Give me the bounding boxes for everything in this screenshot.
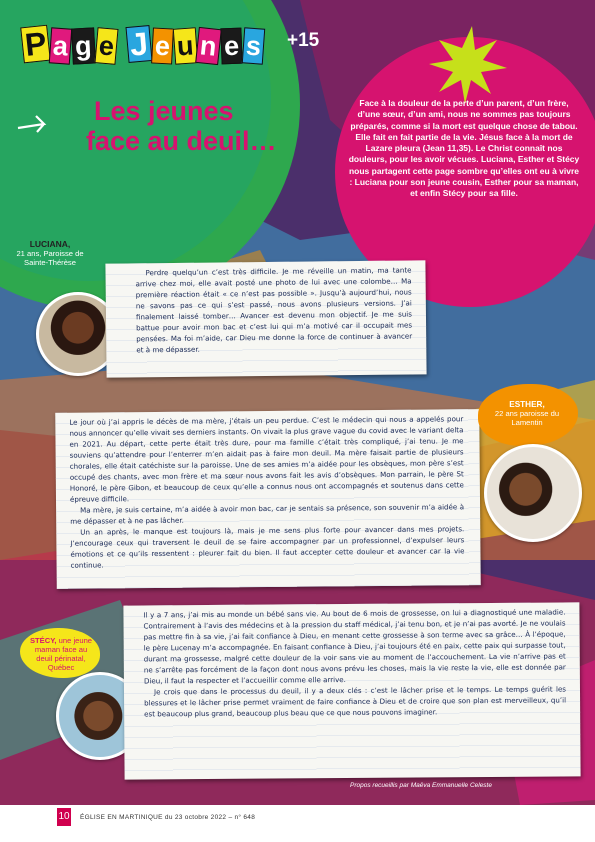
title-letter-tile: g: [71, 27, 95, 64]
title-letter-tile: n: [195, 27, 221, 65]
luciana-note: [105, 260, 426, 377]
esther-photo: [484, 444, 582, 542]
footer-text: ÉGLISE EN MARTINIQUE du 23 octobre 2022 – n° 648: [80, 814, 256, 821]
title-letter-tile: e: [151, 27, 174, 64]
esther-paragraph-3: Un an après, le manque est toujours là, mais je me sens plus forte pour avancer dans mes projets. J’encourage ceux qui traversent le deuil de se faire accompagner par un professionnel, d’expulser leurs émotions et ce qu’ils ressentent : pleurer fait du bien. Il faut accepter cette douleur et avancer car la vie continue.: [70, 524, 465, 570]
stecy-note: [123, 602, 580, 779]
esther-note: [55, 409, 481, 589]
title-letter-tile: e: [220, 28, 242, 65]
title-line-2: face au deuil…: [86, 126, 277, 156]
luciana-text: Perdre quelqu’un c’est très difficile. Je me réveille un matin, ma tante arrive chez moi, elle avait posté une photo de lui avec une colombe… Ma première réaction était « ce n’est pas possible ». Jusqu’à aujourd’hui, nous ne savons pas ce qui s’est passé, nous avons plusieurs versions. J’ai finalement laissé tomber… Avancer est devenu mon objectif. Je me suis battue pour avoir mon bac et c’est lui qui m’a motivé car il occupait mes pensées. Ma foi m’aide, car Dieu me donne la force de continuer à avancer et à me dépasser.: [135, 265, 413, 355]
title-letter-tile: J: [125, 25, 152, 63]
esther-name: ESTHER,: [509, 400, 545, 409]
stecy-name: STÉCY,: [29, 636, 57, 645]
title-letter-tile: a: [49, 27, 72, 64]
intro-text: Face à la douleur de la perte d’un parent, d’un frère, d’une sœur, d’un ami, nous ne sommes pas toujours préparés, comme si la mort est quelque chose de tabou. Elle fait en fait partie de la vie. Jésus face à la mort de Lazare pleura (Jean 11,35). Le Christ connaît nos douleurs, pour les avoir vécues. Luciana, Esther et Stécy nous partagent cette page sombre qu’elles ont eu à vivre : Luciana pour son jeune cousin, Esther pour sa maman, et enfin Stécy pour sa fille.: [348, 98, 580, 199]
title-letter-tile: s: [242, 27, 265, 64]
luciana-info: 21 ans, Paroisse de Sainte-Thérèse: [16, 249, 84, 267]
age-badge: +15: [287, 30, 320, 51]
title-letter-tile: e: [94, 27, 118, 65]
luciana-label: [16, 240, 84, 267]
stecy-info: une jeune maman face au deuil périnatal, Québec: [34, 636, 93, 672]
page-number: 10: [57, 808, 71, 826]
section-title: [22, 26, 265, 64]
title-line-1: Les jeunes: [94, 96, 234, 126]
stecy-label: [26, 636, 96, 672]
article-title: [86, 96, 277, 156]
interview-credit: Propos recueillis par Maëva Emmanuelle Celeste: [350, 782, 492, 789]
title-letter-tile: P: [20, 25, 51, 64]
luciana-name: LUCIANA,: [29, 239, 71, 249]
title-letter-tile: u: [173, 27, 198, 64]
esther-label: [482, 400, 572, 427]
esther-paragraph-1: Le jour où j’ai appris le décès de ma mère, j’étais un peu perdue. C’est le médecin qui nous a appelés pour nous annoncer qu’elle vivait ses derniers instants. On vivait la plus grave vague du covid avec le variant delta en 2021. Au départ, cette perte était très dure, pour ma famille c’était très compliqué, j’ai tenu. Je me souviens qu’attendre pour l’enterrer m’en aidait pas à faire mon deuil. Ma mère faisait partie de plusieurs chorales, elle était catéchiste sur la paroisse. Une de ses amies m’a aidée pour les obsèques, mon père s’est occupé des chants, avec mon frère et ma sœur nous avons fait les avis d’obsèques. Mon parrain, le père St Honoré, le père Gibon, et beaucoup de ceux qu’elle a connus nous ont accompagnés et soutenus dans cette épreuve difficile.: [69, 414, 464, 504]
stecy-paragraph-2: Je crois que dans le processus du deuil, il y a deux clés : c’est le lâcher prise et le temps. Le temps guérit les blessures et le lâcher prise permet vraiment de faire confiance à Dieu et de croire que son plan est merveilleux, qu’il est beaucoup plus grand, beaucoup plus beau que ce que nous pouvons imaginer.: [144, 684, 567, 719]
stecy-paragraph-1: Il y a 7 ans, j’ai mis au monde un bébé sans vie. Au bout de 6 mois de grossesse, on lui a diagnostiqué une maladie. Contrairement à l’avis des médecins et à la pression du staff médical, j’ai tenu bon, et je n’ai pas avorté. Je ne voulais pas mettre fin à sa vie, j’ai fait confiance à Dieu, en menant cette grossesse à son terme avec sa grâce… À l’époque, le père Lucenay m’a accompagnée. En faisant confiance à Dieu, j’ai toujours été en paix, cette paix qui surpasse tout, durant ma grossesse, malgré cette douleur de la voir sans vie au moment de l’accouchement. La vie n’arrive pas et ne s’arrête pas forcément de la façon dont nous avons prévu les choses, mais la vie reste la vie, elle est donnée par Dieu, il faut la respecter et l’accueillir comme elle arrive.: [143, 607, 566, 686]
esther-info: 22 ans paroisse du Lamentin: [494, 409, 560, 427]
esther-paragraph-2: Ma mère, je suis certaine, m’a aidée à avoir mon bac, car je sentais sa présence, son souvenir m’a aidée à me dépasser et à ne pas lâcher.: [70, 502, 465, 526]
